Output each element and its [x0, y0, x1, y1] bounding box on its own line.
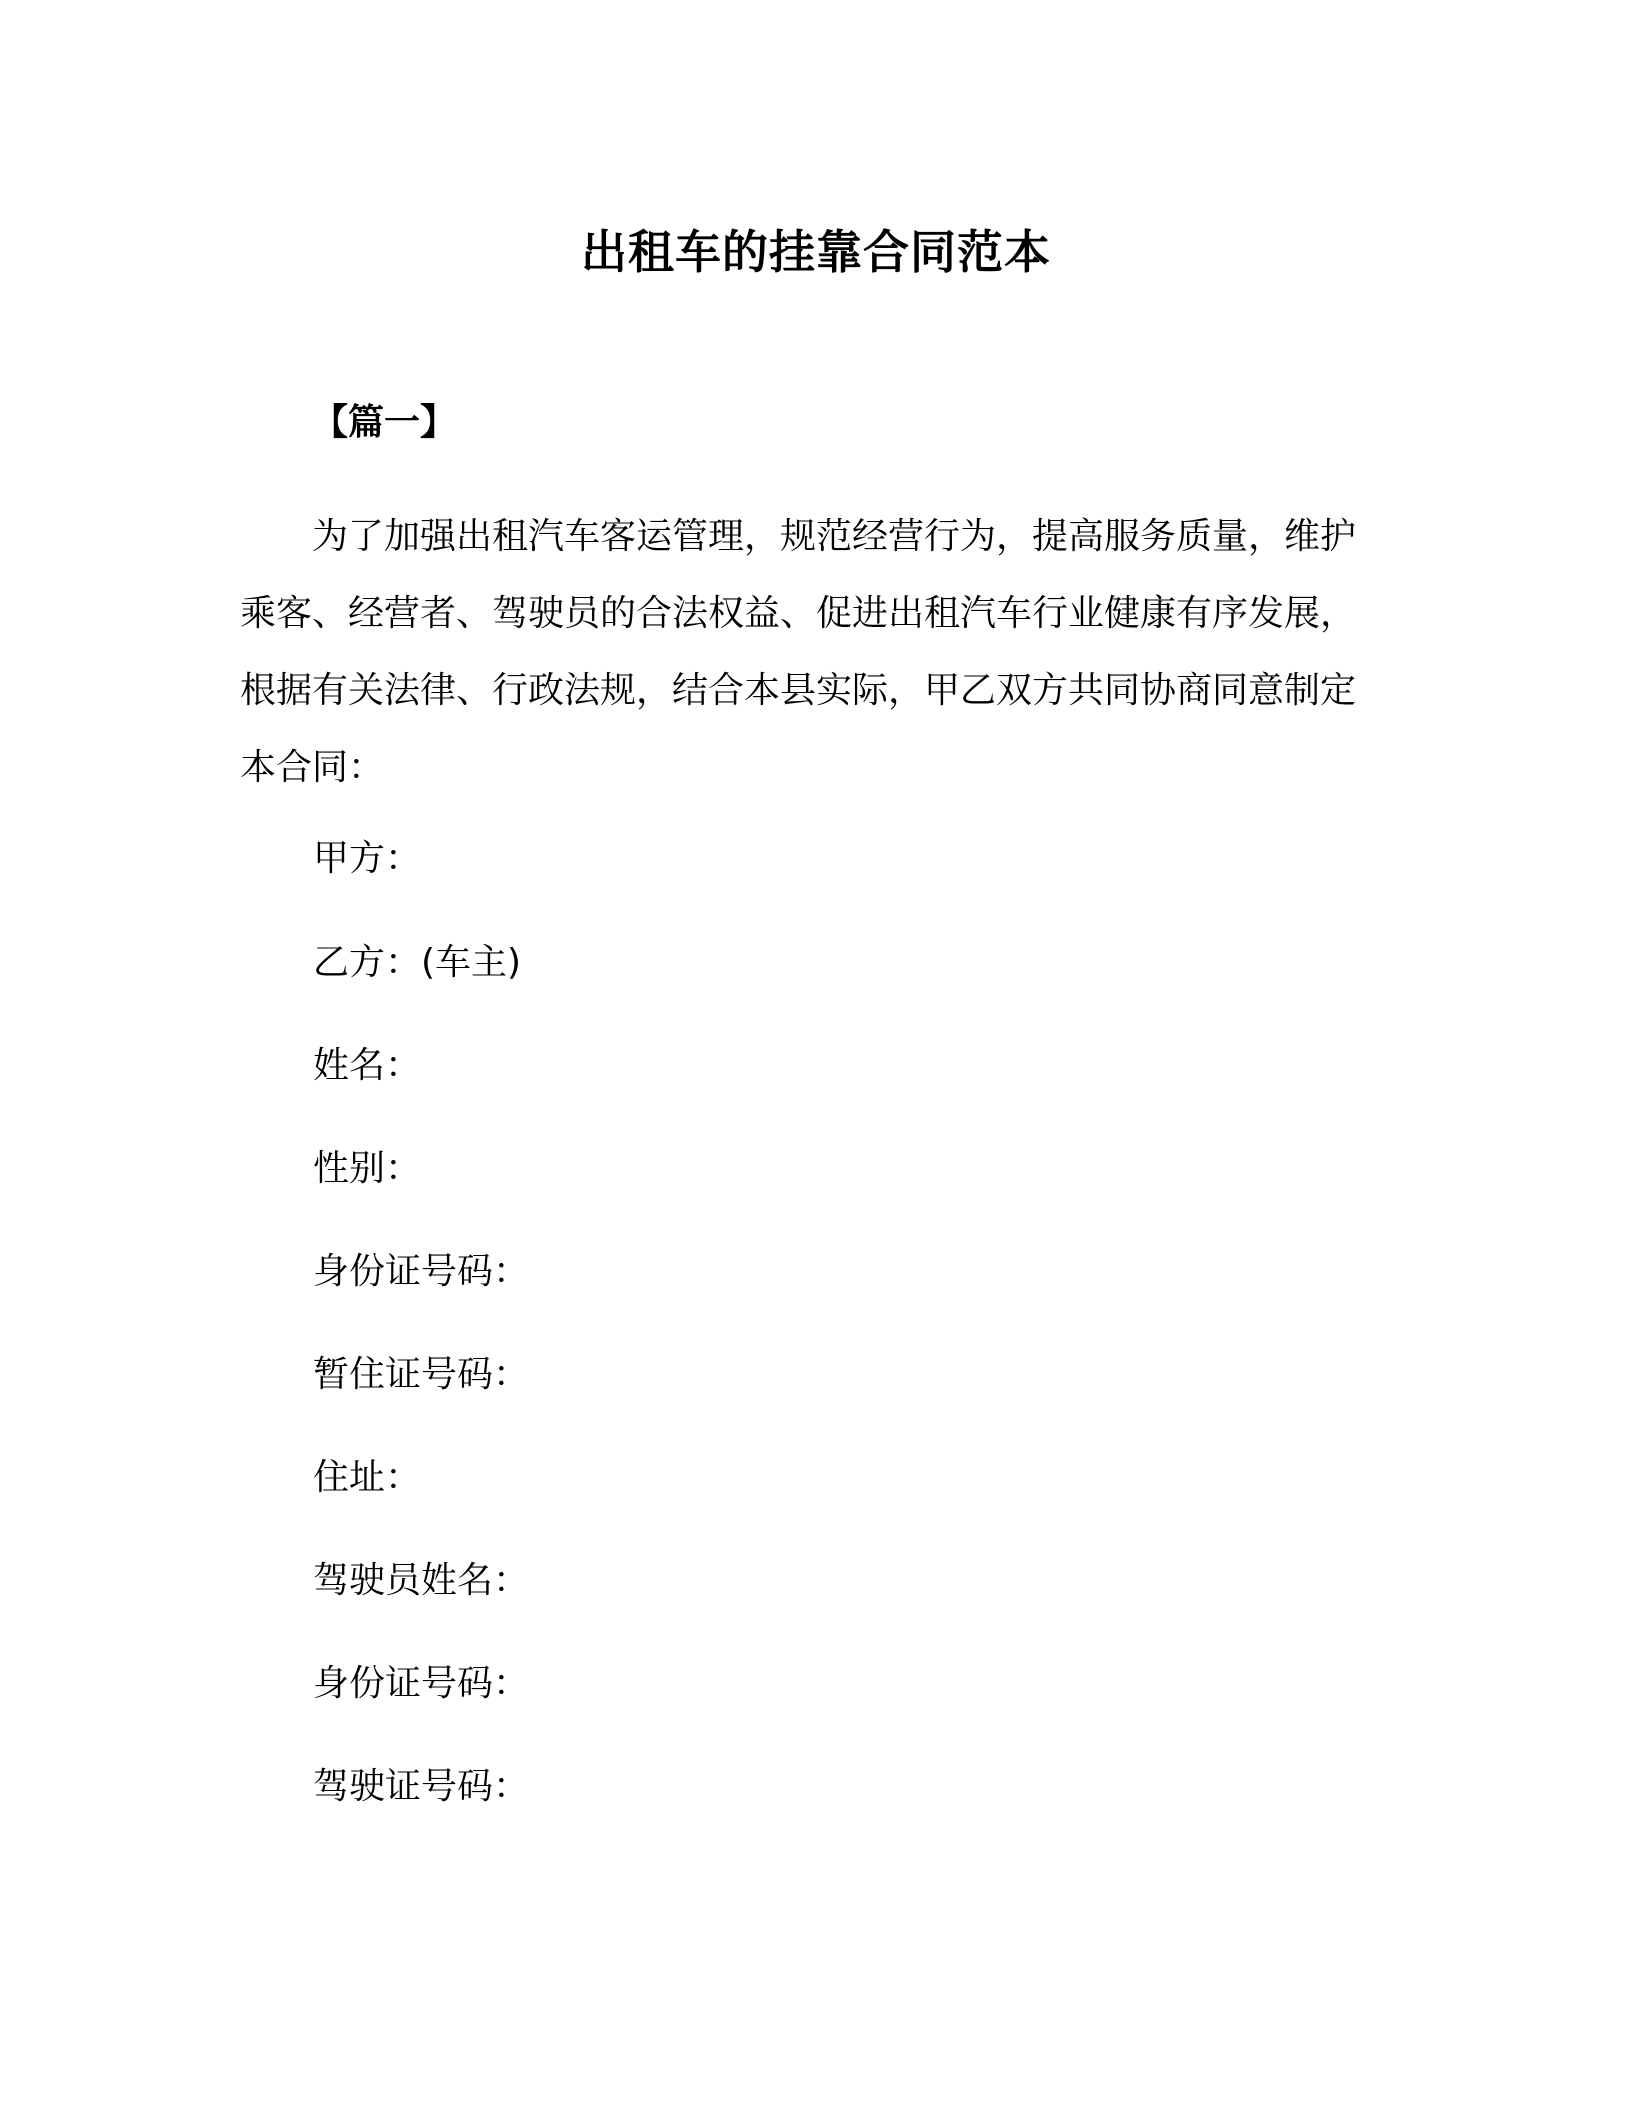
- field-gender: 性别：: [313, 1148, 422, 1189]
- field-residence-permit-number: 暂住证号码：: [313, 1354, 530, 1395]
- document-title: 出租车的挂靠合同范本: [581, 225, 1051, 279]
- field-driver-id-number: 身份证号码：: [313, 1663, 530, 1704]
- section-label: 【篇一】: [312, 402, 457, 443]
- field-party-b: 乙方：(车主): [313, 942, 522, 983]
- intro-paragraph: 为了加强出租汽车客运管理，规范经营行为，提高服务质量，维护乘客、经营者、驾驶员的合法权益、促进出租汽车行业健康有序发展，根据有关法律、行政法规，结合本县实际，甲乙双方共同协商同意制定本合同：: [240, 516, 1357, 788]
- field-driver-name: 驾驶员姓名：: [313, 1560, 530, 1601]
- field-address: 住址：: [313, 1457, 422, 1498]
- field-driver-license-number: 驾驶证号码：: [313, 1766, 530, 1807]
- field-party-a: 甲方：: [313, 838, 422, 879]
- field-id-number: 身份证号码：: [313, 1251, 530, 1292]
- field-name: 姓名：: [313, 1045, 422, 1086]
